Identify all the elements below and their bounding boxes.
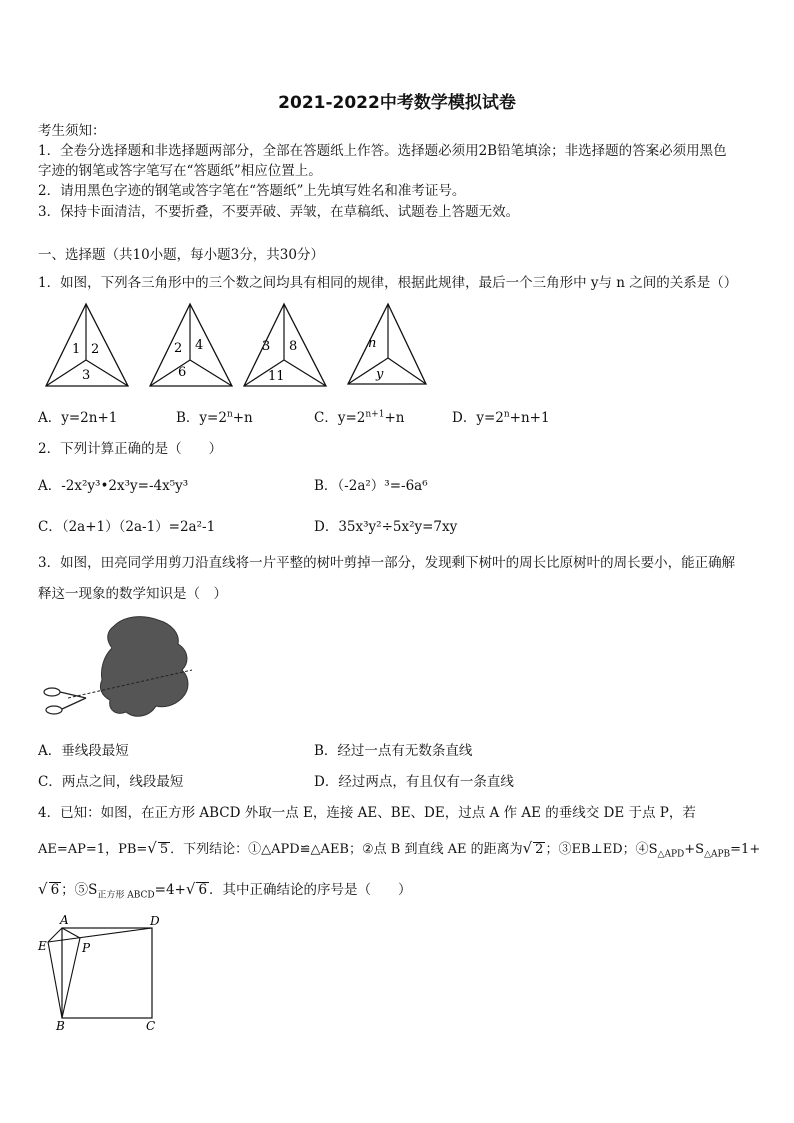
triangle-2 bbox=[150, 304, 232, 386]
q1-stem: 1．如图，下列各三角形中的三个数之间均具有相同的规律，根据此规律，最后一个三角形中 y与 n 之间的关系是（） bbox=[38, 275, 738, 291]
q4-stem-line2: AE=AP=1，PB=√ 5 ．下列结论：①△APD≌△AEB；②点 B 到直线 AE 的距离为√ 2 ；③EB⊥ED；$④S_{\triangle APD}+S_{\triangle APB}=1+$ bbox=[38, 839, 761, 860]
label-p: P bbox=[82, 941, 91, 955]
notice-item-2: 2．请用黑色字迹的钢笔或答字笔在“答题纸”上先填写姓名和准考证号。 bbox=[38, 183, 466, 199]
notice-item-1b: 字迹的钢笔或答字笔写在“答题纸”相应位置上。 bbox=[38, 163, 322, 179]
tri1-left: 1 bbox=[72, 342, 81, 357]
label-e: E bbox=[38, 939, 47, 953]
label-c: C bbox=[146, 1019, 156, 1032]
q3-option-c[interactable]: C．两点之间，线段最短 bbox=[38, 774, 184, 790]
tri3-right: 8 bbox=[289, 339, 298, 354]
q2-stem: 2．下列计算正确的是（ ） bbox=[38, 441, 223, 457]
page-title: 2021-2022中考数学模拟试卷 bbox=[278, 93, 516, 113]
square-abcd bbox=[62, 928, 152, 1018]
tri1-right: 2 bbox=[91, 342, 100, 357]
notice-heading: 考生须知： bbox=[38, 123, 106, 139]
tri2-left: 2 bbox=[174, 341, 183, 356]
tri3-bottom: 11 bbox=[268, 369, 285, 384]
tri4-left: n bbox=[368, 336, 377, 351]
leaf-shape bbox=[100, 617, 188, 717]
q4-stem-line3: √ 6 ；$⑤S_{正方形 ABCD}=4+√$ 6 ．其中正确结论的序号是（ ） bbox=[38, 880, 412, 901]
sqrt2: 2 bbox=[535, 842, 544, 857]
q2-option-a[interactable]: A．-2x²y³•2x³y=-4x⁵y³ bbox=[38, 478, 189, 494]
label-a: A bbox=[60, 913, 69, 927]
scissors-icon bbox=[44, 688, 86, 714]
sqrt6-a: 6 bbox=[50, 882, 60, 898]
q4-square-figure bbox=[36, 910, 166, 1032]
notice-item-1a: 1．全卷分选择题和非选择题两部分，全部在答题纸上作答。选择题必须用2B铅笔填涂；非选择题的答案必须用黑色 bbox=[38, 143, 727, 159]
notice-item-3: 3．保持卡面清洁，不要折叠，不要弄破、弄皱，在草稿纸、试题卷上答题无效。 bbox=[38, 204, 520, 220]
q1-option-a[interactable]: A．y=2n+1 bbox=[38, 410, 118, 426]
q3-option-d[interactable]: D．经过两点，有且仅有一条直线 bbox=[314, 774, 514, 790]
tri2-right: 4 bbox=[195, 338, 204, 353]
q3-option-a[interactable]: A．垂线段最短 bbox=[38, 743, 129, 759]
q3-stem-line2: 释这一现象的数学知识是（ ） bbox=[38, 586, 227, 602]
q2-option-c[interactable]: C．（2a+1）（2a-1）=2a²-1 bbox=[38, 519, 216, 535]
q1-option-d[interactable]: D．$y=2^n+n+1$ bbox=[452, 409, 550, 426]
tri3-left: 3 bbox=[262, 339, 271, 354]
triangle-1 bbox=[46, 304, 128, 386]
q2-option-b[interactable]: B．（-2a²）³=-6a⁶ bbox=[314, 478, 428, 494]
triangle-4 bbox=[348, 304, 426, 384]
tri4-bottom: y bbox=[376, 367, 384, 382]
leaf-scissors-figure bbox=[40, 612, 200, 730]
tri2-bottom: 6 bbox=[178, 365, 187, 380]
label-b: B bbox=[56, 1019, 65, 1032]
q3-stem-line1: 3．如图，田亮同学用剪刀沿直线将一片平整的树叶剪掉一部分，发现剩下树叶的周长比原树叶的周长要小，能正确解 bbox=[38, 555, 736, 571]
q2-option-d[interactable]: D．35x³y²÷5x²y=7xy bbox=[314, 519, 458, 535]
section-heading: 一、选择题（共10小题，每小题3分，共30分） bbox=[38, 247, 324, 263]
q1-triangles-figure bbox=[40, 298, 760, 394]
sqrt6-b: 6 bbox=[198, 882, 208, 898]
tri1-bottom: 3 bbox=[82, 368, 91, 383]
label-d: D bbox=[150, 914, 160, 928]
q1-option-c[interactable]: C．$y=2^{n+1}+n$ bbox=[314, 409, 405, 426]
q1-option-b[interactable]: B．$y=2^n+n$ bbox=[176, 409, 253, 426]
triangle-3 bbox=[244, 304, 326, 386]
sqrt5: 5 bbox=[159, 842, 169, 857]
q4-stem-line1: 4．已知：如图，在正方形 ABCD 外取一点 E，连接 AE、BE、DE，过点 A 作 AE 的垂线交 DE 于点 P，若 bbox=[38, 805, 696, 821]
q3-option-b[interactable]: B．经过一点有无数条直线 bbox=[314, 743, 473, 759]
